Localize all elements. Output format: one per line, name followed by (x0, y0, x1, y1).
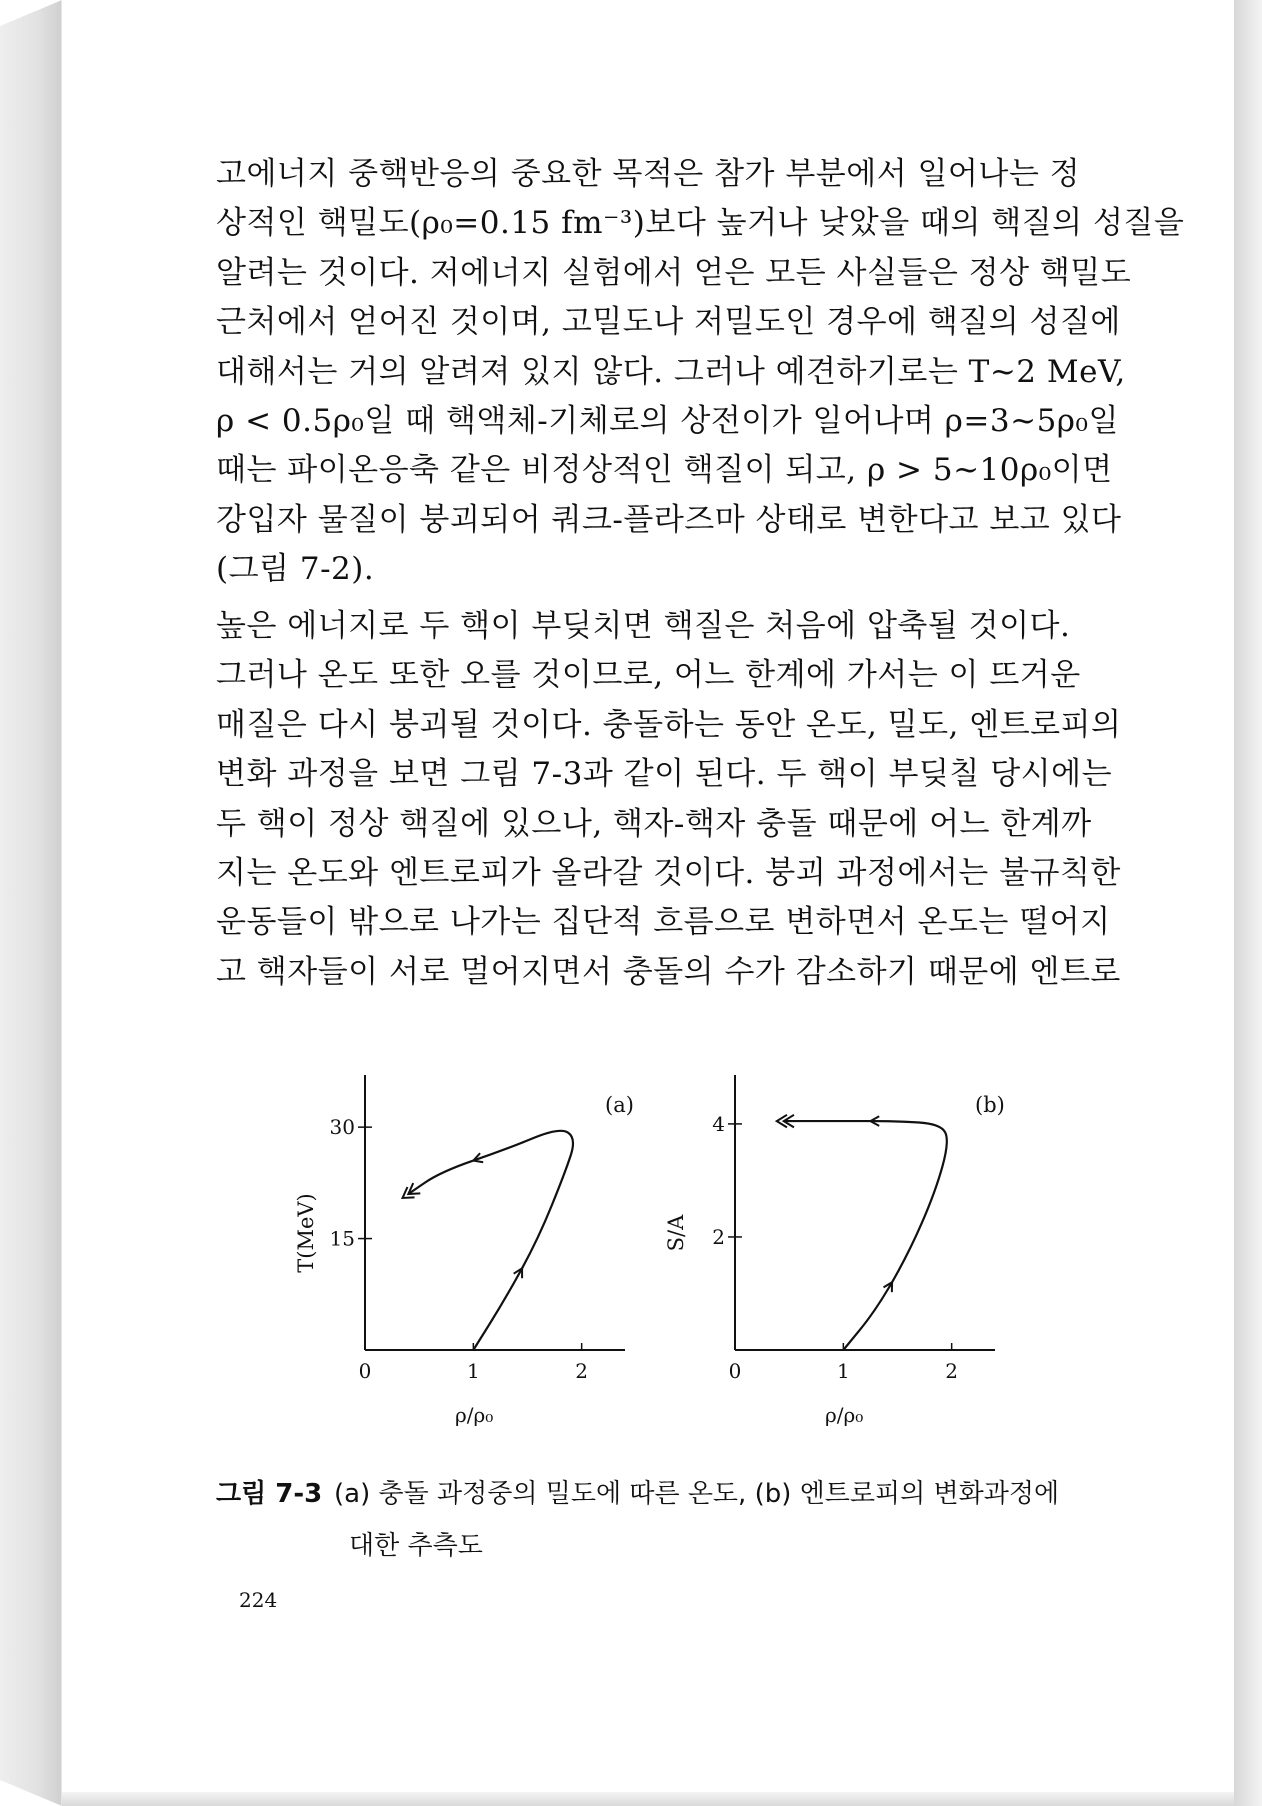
text-line: 상적인 핵밀도(ρ₀=0.15 fm⁻³)보다 높거나 낮았을 때의 핵질의 성질을 (216, 205, 1185, 242)
y-tick-label: 2 (712, 1224, 725, 1249)
paragraph-2 (216, 602, 1122, 997)
text-line: 매질은 다시 붕괴될 것이다. 충돌하는 동안 온도, 밀도, 엔트로피의 (216, 706, 1122, 743)
caption-text-line2: 대한 추측도 (349, 1531, 483, 1561)
text-line: ρ < 0.5ρ₀일 때 핵액체-기체로의 상전이가 일어나며 ρ=3~5ρ₀일 (216, 402, 1119, 439)
figure-caption (216, 1468, 1116, 1572)
end-arrowhead (408, 1183, 420, 1194)
text-line: 알려는 것이다. 저에너지 실험에서 얻은 모든 사실들은 정상 핵밀도 (216, 254, 1132, 291)
page-number: 224 (239, 1588, 278, 1612)
text-line: 대해서는 거의 알려져 있지 않다. 그러나 예견하기로는 T~2 MeV, (216, 353, 1126, 390)
x-axis-label: ρ/ρ₀ (455, 1403, 494, 1427)
figure-7-3 (280, 1060, 1070, 1440)
y-tick-label: 15 (329, 1226, 355, 1251)
text-line: 지는 온도와 엔트로피가 올라갈 것이다. 붕괴 과정에서는 불규칙한 (216, 854, 1121, 891)
text-line: 운동들이 밖으로 나가는 집단적 흐름으로 변하면서 온도는 떨어지 (216, 904, 1111, 941)
series-line (784, 1121, 947, 1350)
y-axis-label: S/A (664, 1214, 688, 1252)
x-tick-label: 0 (358, 1359, 372, 1383)
y-tick-label: 4 (712, 1111, 725, 1136)
series-line (408, 1131, 573, 1350)
text-line: 변화 과정을 보면 그림 7-3과 같이 된다. 두 핵이 부딪칠 당시에는 (216, 756, 1113, 793)
caption-label: 그림 7-3 (216, 1479, 323, 1509)
x-tick-label: 0 (728, 1359, 742, 1383)
book-edge-right (1234, 0, 1262, 1806)
panel-label: (a) (605, 1093, 634, 1117)
x-tick-label: 2 (945, 1359, 959, 1383)
book-edge-bottom (62, 1792, 1234, 1806)
x-tick-label: 1 (836, 1359, 850, 1383)
paragraph-1 (216, 150, 1185, 595)
x-tick-label: 1 (466, 1359, 480, 1383)
panel-label: (b) (975, 1093, 1005, 1117)
text-line: 그러나 온도 또한 오를 것이므로, 어느 한계에 가서는 이 뜨거운 (216, 657, 1081, 694)
text-line: (그림 7-2). (216, 551, 375, 588)
text-line: 때는 파이온응축 같은 비정상적인 핵질이 되고, ρ > 5~10ρ₀이면 (216, 452, 1113, 489)
text-line: 고 핵자들이 서로 멀어지면서 충돌의 수가 감소하기 때문에 엔트로 (216, 953, 1121, 990)
text-line: 높은 에너지로 두 핵이 부딪치면 핵질은 처음에 압축될 것이다. (216, 608, 1071, 644)
x-tick-label: 2 (575, 1359, 589, 1383)
book-edge-left (0, 0, 62, 1806)
text-line: 고에너지 중핵반응의 중요한 목적은 참가 부분에서 일어나는 정 (216, 156, 1081, 192)
text-line: 강입자 물질이 붕괴되어 쿼크-플라즈마 상태로 변한다고 보고 있다 (216, 501, 1122, 538)
text-line: 근처에서 얻어진 것이며, 고밀도나 저밀도인 경우에 핵질의 성질에 (216, 304, 1121, 341)
caption-text-line1: (a) 충돌 과정중의 밀도에 따른 온도, (b) 엔트로피의 변화과정에 (334, 1479, 1060, 1509)
y-tick-label: 30 (329, 1115, 355, 1140)
x-axis-label: ρ/ρ₀ (825, 1403, 864, 1427)
y-axis-label: T(MeV) (294, 1193, 318, 1273)
text-line: 두 핵이 정상 핵질에 있으나, 핵자-핵자 충돌 때문에 어느 한계까 (216, 805, 1092, 842)
